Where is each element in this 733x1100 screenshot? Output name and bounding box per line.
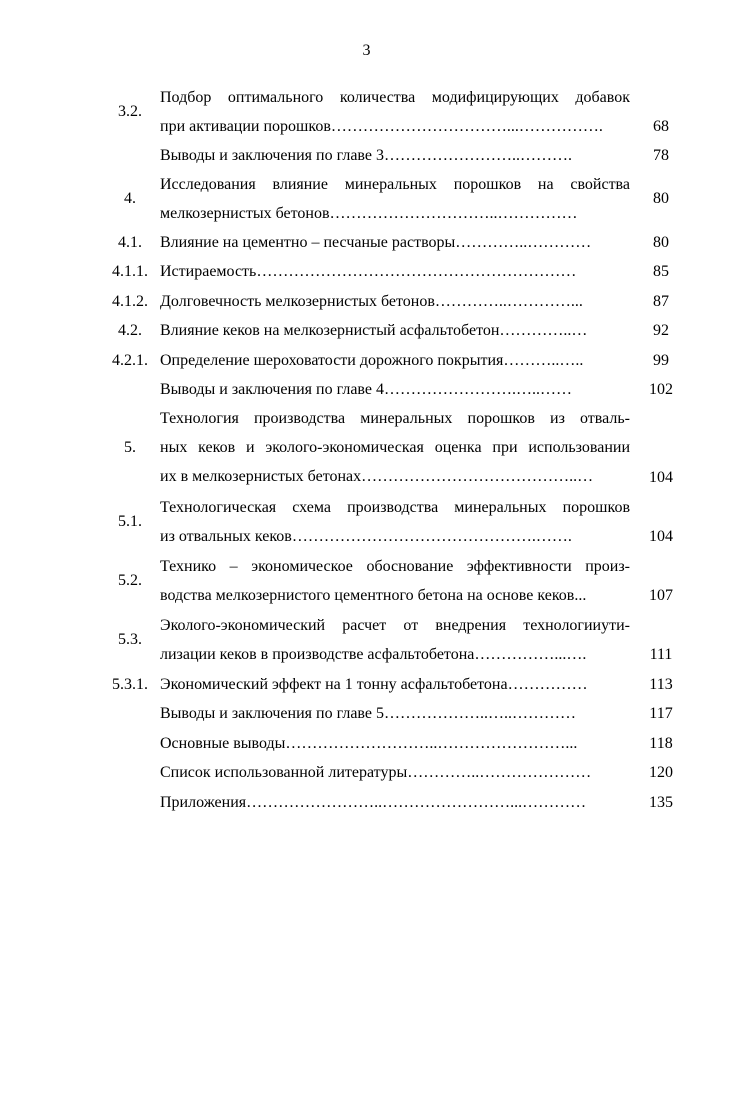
toc-entry-page: 99	[653, 352, 669, 369]
toc-entry-page: 80	[653, 190, 669, 207]
toc-entry-title	[160, 83, 630, 141]
toc-entry-title	[160, 729, 630, 758]
toc-entry-title	[160, 287, 630, 316]
toc-entry-title-line: Экономический эффект на 1 тонну асфальтобетона……………	[160, 676, 588, 693]
toc-entry-title-line: Влияние на цементно – песчаные растворы…………..…………	[160, 234, 592, 251]
toc-entry-number: 4.2.	[118, 322, 142, 339]
toc-entry-page: 78	[653, 147, 669, 164]
toc-entry-title	[160, 670, 630, 699]
toc-entry-number: 4.1.	[118, 234, 142, 251]
page-number: 3	[362, 42, 371, 59]
toc-entry-title	[160, 316, 630, 345]
toc-entry-title-line: Технико – экономическое обоснование эффективности произ-	[160, 558, 630, 575]
toc-entry-title-line: мелкозернистых бетонов…………………………..……………	[160, 205, 578, 222]
toc-entry-page: 87	[653, 293, 669, 310]
toc-entry-number: 3.2.	[118, 103, 142, 120]
toc-entry-title-line: Выводы и заключения по главе 3……………………..……….	[160, 147, 572, 164]
toc-entry-title-line: Подбор оптимального количества модифицирующих добавок	[160, 89, 630, 106]
toc-entry-title	[160, 228, 630, 257]
toc-entry-title-line: ных кеков и эколого-экономическая оценка при использовании	[160, 439, 630, 456]
toc-entry-page: 118	[649, 735, 673, 752]
toc-entry-title	[160, 257, 630, 286]
toc-entry-title	[160, 404, 630, 491]
toc-entry-title-line: Выводы и заключения по главе 5………………..…..…………	[160, 705, 576, 722]
toc-entry-number: 4.1.1.	[112, 263, 148, 280]
toc-entry-title	[160, 493, 630, 551]
toc-entry-title	[160, 346, 630, 375]
toc-entry-title-line: Основные выводы………………………..……………………...	[160, 735, 578, 752]
toc-entry-title-line: Эколого-экономический расчет от внедрения технологииути-	[160, 617, 630, 634]
toc-entry-number: 4.2.1.	[112, 352, 148, 369]
toc-entry-number: 5.1.	[118, 513, 142, 530]
toc-entry-title-line: Технология производства минеральных порошков из отваль-	[160, 410, 630, 427]
toc-entry-title-line: Исследования влияние минеральных порошков на свойства	[160, 176, 630, 193]
toc-entry-page: 135	[649, 794, 673, 811]
toc-entry-title	[160, 788, 630, 817]
toc-entry-page: 120	[649, 764, 673, 781]
toc-entry-number: 5.2.	[118, 572, 142, 589]
toc-entry-number: 5.	[124, 439, 136, 456]
toc-entry-page: 80	[653, 234, 669, 251]
toc-entry-page: 111	[649, 646, 673, 663]
toc-entry-page: 102	[649, 381, 673, 398]
toc-entry-number: 4.1.2.	[112, 293, 148, 310]
toc-entry-page: 107	[649, 587, 673, 604]
toc-entry-page: 104	[649, 528, 673, 545]
toc-entry-title-line: лизации кеков в производстве асфальтобетона……………...….	[160, 646, 587, 663]
toc-entry-title-line: при активации порошков……………………………...…………….	[160, 118, 603, 135]
toc-entry-number: 5.3.	[118, 631, 142, 648]
toc-entry-page: 85	[653, 263, 669, 280]
toc-entry-title-line: их в мелкозернистых бетонах…………………………………..…	[160, 468, 594, 485]
toc-entry-title-line: Приложения……………………..……………………...…………	[160, 794, 587, 811]
toc-entry-title-line: Влияние кеков на мелкозернистый асфальтобетон…………..…	[160, 322, 588, 339]
toc-entry-page: 113	[649, 676, 673, 693]
toc-entry-page: 104	[649, 469, 673, 486]
toc-entry-title	[160, 141, 630, 170]
toc-entry-title-line: Выводы и заключения по главе 4…………………….…..……	[160, 381, 572, 398]
toc-entry-title-line: из отвальных кеков……………………………………….…….	[160, 528, 572, 545]
toc-entry-title-line: водства мелкозернистого цементного бетона на основе кеков...	[160, 587, 587, 604]
toc-entry-page: 117	[649, 705, 673, 722]
toc-entry-title	[160, 170, 630, 228]
toc-entry-title	[160, 552, 630, 610]
toc-entry-title-line: Определение шероховатости дорожного покрытия………..…..	[160, 352, 584, 369]
toc-entry-title-line: Технологическая схема производства минеральных порошков	[160, 499, 630, 516]
toc-entry-title	[160, 699, 630, 728]
toc-entry-title-line: Истираемость……………………………………………………	[160, 263, 577, 280]
toc-entry-page: 92	[653, 322, 669, 339]
toc-entry-number: 4.	[124, 190, 136, 207]
toc-entry-title	[160, 375, 630, 404]
toc-entry-page: 68	[653, 118, 669, 135]
toc-entry-title	[160, 611, 630, 669]
toc-entry-title-line: Долговечность мелкозернистых бетонов…………..…………...	[160, 293, 583, 310]
toc-entry-number: 5.3.1.	[112, 676, 148, 693]
toc-entry-title	[160, 758, 630, 787]
toc-entry-title-line: Список использованной литературы…………..…………………	[160, 764, 592, 781]
